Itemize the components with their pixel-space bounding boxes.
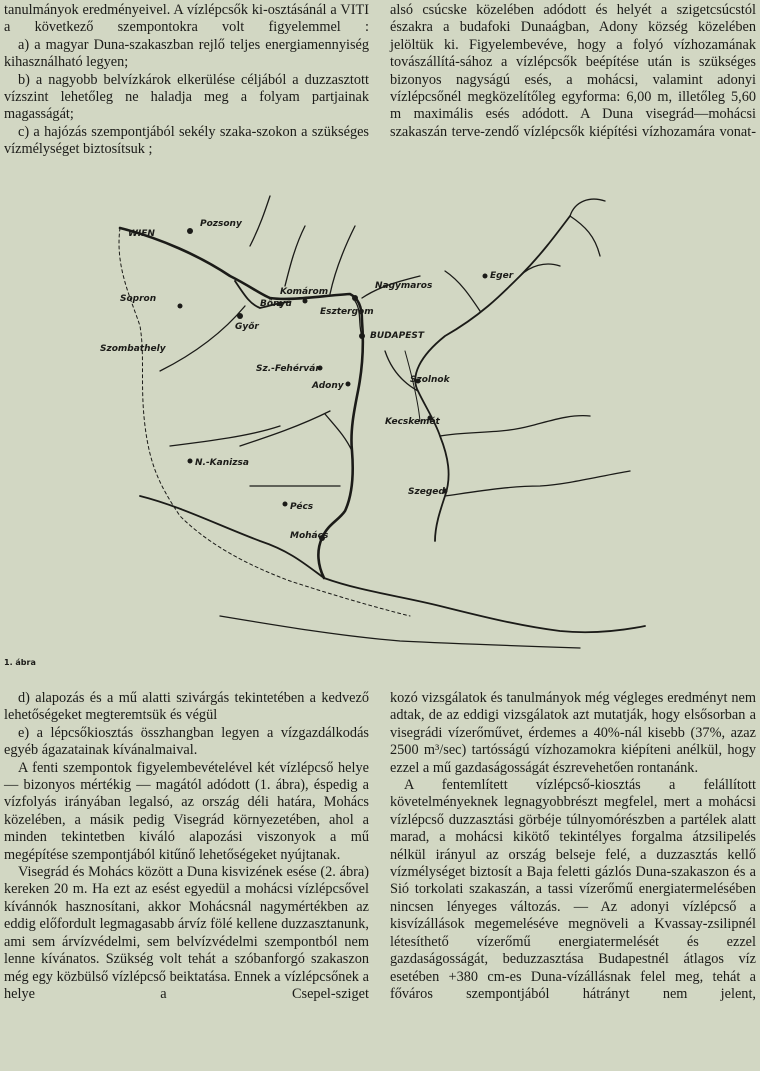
label-sopron: Sopron bbox=[120, 294, 157, 304]
label-banyu: Bőnyű bbox=[260, 299, 292, 309]
paragraph-adony: alsó csúcske közelében adódott és helyét a szigetcsúcstól északra a budafoki Dunaágban, Adony község közelében jelöltük ki. Figyelembevéve, hogy a folyó vízhozamának továszállítá-sához a vízlépcsők beépítése után is szükséges bizonyos nagyságú esés, a mohácsi, valamint adonyi vízlépcsőnél megközelítőleg egyforma: 6,00 m, illetőleg 5,60 m maximális esés adódott. A Duna visegrád—mohácsi szakaszán terve-zendő vízlépcsők kiépítési vízhozamára vonat- bbox=[390, 2, 756, 140]
canal bbox=[405, 351, 420, 421]
danube-map-figure bbox=[100, 186, 660, 666]
list-item-d: d) alapozás és a mű alatti szivárgás tekintetében a kedvező lehetőségeket megteremtsük és végül bbox=[4, 690, 369, 724]
label-gyor: Győr bbox=[235, 322, 259, 332]
garam bbox=[330, 226, 355, 294]
label-adony: Adony bbox=[312, 381, 344, 391]
sava bbox=[220, 616, 580, 648]
vag bbox=[250, 196, 270, 246]
label-nkanizsa: N.-Kanizsa bbox=[195, 458, 249, 468]
figure-caption: 1. ábra bbox=[4, 658, 36, 667]
label-wien: WIEN bbox=[128, 229, 155, 239]
label-szfehervar: Sz.-Fehérvár bbox=[256, 364, 320, 374]
top-right-column bbox=[390, 2, 756, 141]
tisza-upper bbox=[570, 199, 605, 256]
zagyva bbox=[385, 351, 418, 391]
label-pozsony: Pozsony bbox=[200, 219, 242, 229]
label-nagymaros: Nagymaros bbox=[375, 281, 433, 291]
list-item-a: a) a magyar Duna-szakaszban rejlő teljes energiamennyiség kihasználható legyen; bbox=[4, 36, 369, 71]
bottom-right-column bbox=[390, 690, 756, 1003]
label-kecskemet: Kecskemét bbox=[385, 417, 440, 427]
koros bbox=[440, 416, 590, 436]
label-mohacs: Mohács bbox=[290, 531, 329, 541]
label-szombathely: Szombathely bbox=[100, 344, 166, 354]
paragraph-fall: Visegrád és Mohács között a Duna kisvizének esése (2. ábra) kereken 20 m. Ha ezt az esést egyedül a mohácsi vízlépcsővel kívánnók hasznosítani, akkor Mohácsnál nagymértékben az eddig előfordult legmagasabb árvíz fölé kellene duzzasztanunk, ami sem árvízvédelmi, sem belvízvédelmi szempontból nem lenne kívánatos. Szükség volt tehát a szóbanforgó szakaszon még egy közbülső vízlépcső beiktatása. Ennek a vízlépcsőnek a helye a Csepel-sziget bbox=[4, 864, 369, 1002]
border bbox=[119, 228, 410, 616]
paragraph-intro: tanulmányok eredményeivel. A vízlépcsők ki-osztásánál a VITI a következő szempontokra volt figyelemmel : bbox=[4, 2, 369, 36]
paragraph-studies: kozó vizsgálatok és tanulmányok még végleges eredményt nem adtak, de az eddigi vizsgálatok azt mutatják, hogy elsősorban a visegrádi vízerőművet, érdemes a 40%-nál kisebb (37%, azaz 2500 m³/sec) tartósságú vízhozamokra kiépíteni anélkül, hogy ezzel a mű gazdaságosságát észrevehetően rontanánk. bbox=[390, 690, 756, 776]
label-budapest: BUDAPEST bbox=[370, 331, 424, 341]
bottom-left-column bbox=[4, 690, 369, 1003]
label-szeged: Szeged bbox=[408, 487, 445, 497]
label-esztergom: Esztergom bbox=[320, 307, 374, 317]
list-item-e: e) a lépcsőkiosztás összhangban legyen a vízgazdálkodás egyéb ágazatainak kívánalmaival. bbox=[4, 724, 369, 759]
paragraph-requirements: A fentemlített vízlépcső-kiosztás a felállított követelményeknek legnagyobbrészt megfelel, mert a mohácsi vízlépcső duzzasztási görbéje túlnyomórészben a partélek alatt marad, a mohácsi kikötő tekintélyes forgalma átzsilipelés nélkül irányul az ország belseje felé, a duzzasztás kellő vízmélységet biztosít a Baja feletti gázlós Duna-szakaszon és a Sió torkolati szakaszán, a tassi vízerőmű energiatermelésében nincsen lényeges változás. — Az adonyi vízlépcső a kisvízállások megemeléséve megnöveli a Kvassay-zsilipnél létesíthető vízerőmű energiatermelését és ezzel gazdaságosságát, beduzzasztása Budapestnél átlagos víz esetében +380 cm-es Duna-vízállásnak felel meg, tehát a főváros szempontjából hátrányt nem jelent, bbox=[390, 777, 756, 1002]
zala bbox=[170, 426, 280, 446]
sio bbox=[325, 414, 352, 451]
label-eger: Eger bbox=[490, 271, 514, 281]
list-item-b: b) a nagyobb belvízkárok elkerülése céljából a duzzasztott vízszint lehetőleg ne haladja meg a folyam partjainak magasságát; bbox=[4, 71, 369, 123]
label-pecs: Pécs bbox=[290, 502, 314, 512]
raba bbox=[160, 306, 245, 371]
sajo bbox=[445, 271, 480, 311]
list-item-c: c) a hajózás szempontjából sekély szaka-szokon a szükséges vízmélységet biztosítsuk ; bbox=[4, 123, 369, 158]
top-left-column bbox=[4, 2, 369, 159]
paragraph-locations: A fenti szempontok figyelembevételével két vízlépcső helye — bizonyos mértékig — magától adódott (1. ábra), éspedig a vízfolyás irányában legalsó, az ország déli határa, Mohács közelében, a másik pedig Visegrád környezetében, ahol a minden tekintetben kiváló alapozási viszonyok a mű megépítése szempontjából kitűnő lehetőségeket nyújtanak. bbox=[4, 759, 369, 863]
label-komarom: Komárom bbox=[280, 287, 329, 297]
label-szolnok: Szolnok bbox=[410, 375, 450, 385]
danube-river bbox=[120, 228, 363, 578]
maros bbox=[445, 471, 630, 496]
nyitra bbox=[285, 226, 305, 286]
balaton bbox=[240, 411, 330, 446]
